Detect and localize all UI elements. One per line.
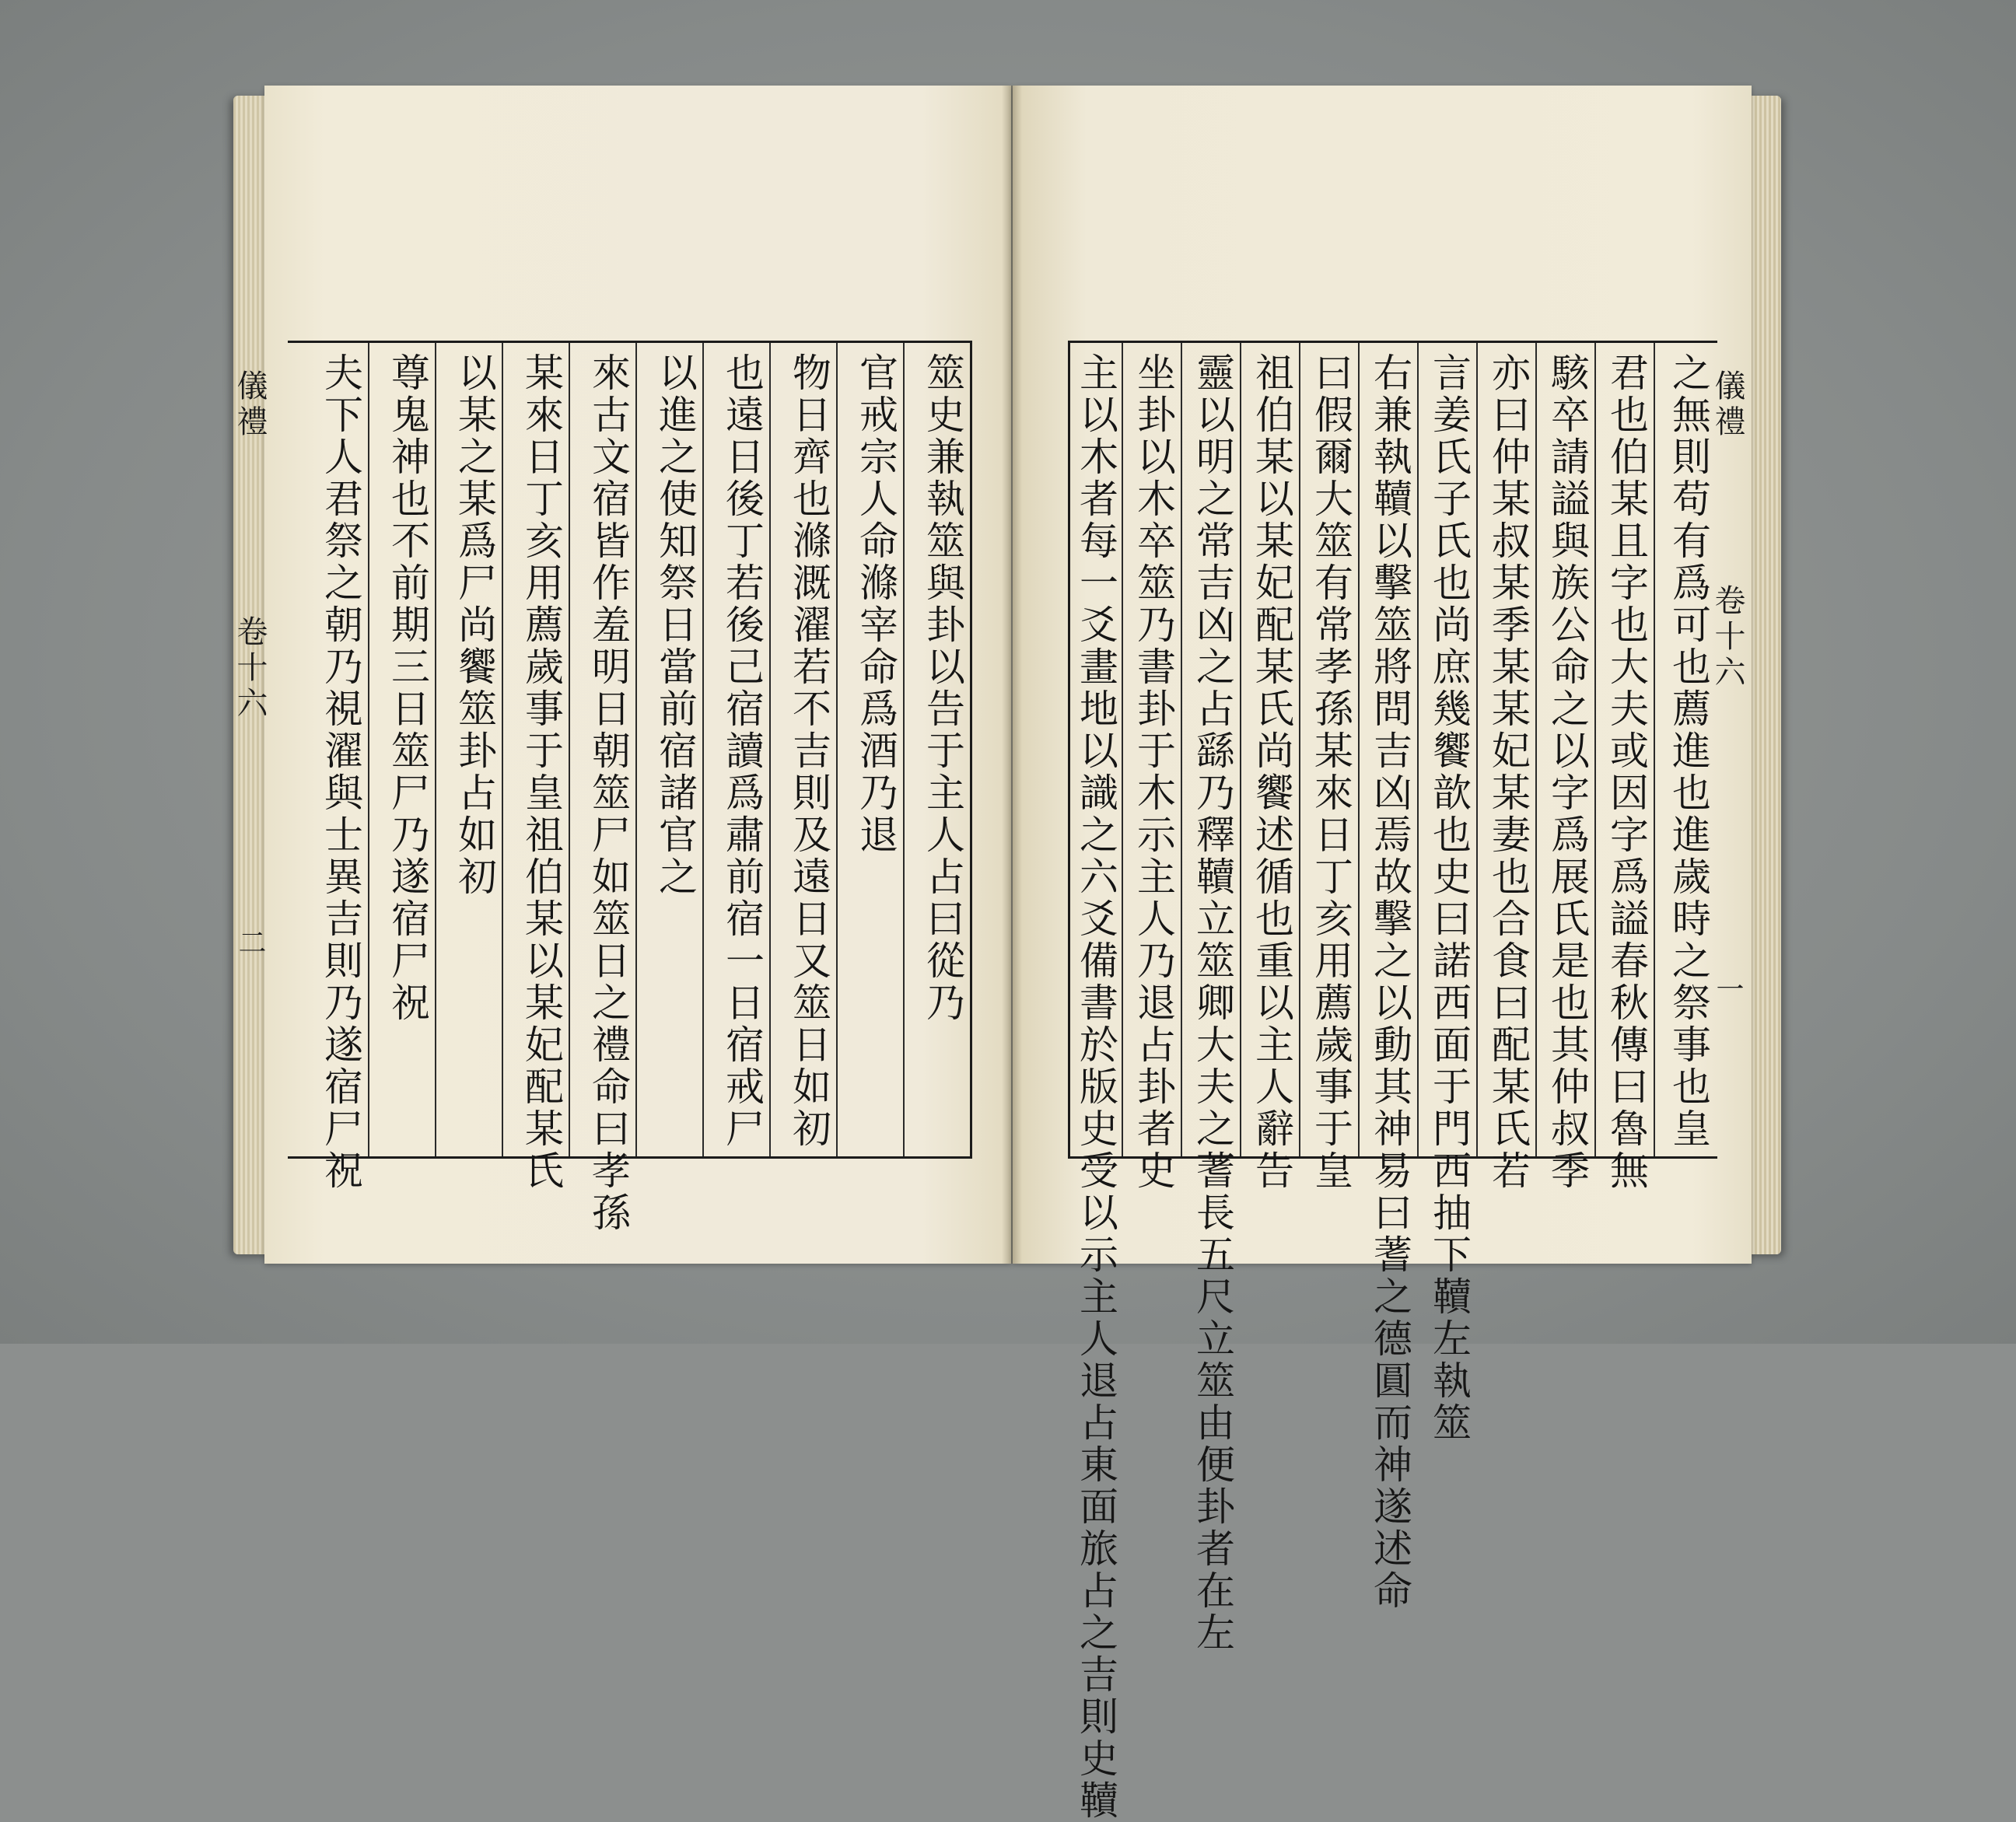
column-rule xyxy=(569,343,570,1156)
column-rule xyxy=(1299,343,1300,1156)
column-rule xyxy=(702,343,704,1156)
column-rule xyxy=(1417,343,1419,1156)
column-rule xyxy=(769,343,771,1156)
left-column-3: 物日齊也滌溉濯若不吉則及遠日又筮日如初 xyxy=(786,352,831,1150)
column-rule xyxy=(1358,343,1360,1156)
left-column-1: 筮史兼執筮與卦以告于主人占曰從乃 xyxy=(920,352,965,1024)
book-gutter xyxy=(1002,86,1022,1264)
left-margin-volume: 卷十六 xyxy=(232,615,268,722)
column-rule xyxy=(1654,343,1655,1156)
right-column-1: 之無則苟有爲可也薦進也進歲時之祭事也皇 xyxy=(1666,352,1711,1150)
left-column-6: 來古文宿皆作羞明日朝筮尸如筮日之禮命曰孝孫 xyxy=(586,352,631,1234)
left-margin-folio: 二 xyxy=(234,928,266,960)
right-column-4: 亦曰仲某叔某季某某妃某妻也合食曰配某氏若 xyxy=(1486,352,1531,1192)
left-column-10: 夫下人君祭之朝乃視濯與士異吉則乃遂宿尸祝 xyxy=(318,352,363,1192)
right-column-6: 右兼執韇以擊筮將問吉凶焉故擊之以動其神易曰蓍之德圓而神遂述命 xyxy=(1367,352,1412,1612)
left-column-9: 尊鬼神也不前期三日筮尸乃遂宿尸祝 xyxy=(385,352,430,1024)
column-rule xyxy=(1535,343,1537,1156)
right-column-3: 駭卒請謚與族公命之以字爲展氏是也其仲叔季 xyxy=(1545,352,1590,1192)
column-rule xyxy=(502,343,503,1156)
right-text-block xyxy=(1068,341,1717,1822)
right-column-7: 曰假爾大筮有常孝孫某來日丁亥用薦歲事于皇 xyxy=(1308,352,1353,1192)
left-column-7: 某來日丁亥用薦歲事于皇祖伯某以某妃配某氏 xyxy=(519,352,564,1192)
right-margin-title: 儀禮 xyxy=(1710,369,1745,441)
column-rule xyxy=(368,343,369,1156)
column-rule xyxy=(903,343,905,1156)
right-page-margin-label xyxy=(1710,369,1750,1093)
left-column-8: 以某之某爲尸尚饗筮卦占如初 xyxy=(452,352,497,898)
left-margin-title: 儀禮 xyxy=(232,369,268,441)
right-column-10: 坐卦以木卒筮乃書卦于木示主人乃退占卦者史 xyxy=(1131,352,1176,1192)
column-rule xyxy=(1240,343,1241,1156)
column-rule xyxy=(836,343,838,1156)
right-column-5: 言姜氏子氏也尚庶幾饗歆也史曰諾西面于門西抽下韇左執筮 xyxy=(1426,352,1472,1444)
column-rule xyxy=(1181,343,1182,1156)
right-margin-folio: 一 xyxy=(1712,974,1744,1007)
left-column-5: 以進之使知祭日當前宿諸官之 xyxy=(653,352,698,898)
open-book xyxy=(232,82,1781,1822)
column-rule xyxy=(635,343,637,1156)
left-text-block xyxy=(288,341,972,1234)
right-column-9: 靈以明之常吉凶之占繇乃釋韇立筮卿大夫之蓍長五尺立筮由便卦者在左 xyxy=(1190,352,1235,1654)
column-rule xyxy=(435,343,436,1156)
left-column-2: 官戒宗人命滌宰命爲酒乃退 xyxy=(853,352,898,856)
left-column-4: 也遠日後丁若後己宿讀爲肅前宿一日宿戒尸 xyxy=(719,352,765,1150)
right-column-11: 主以木者每一爻畫地以識之六爻備書於版史受以示主人退占東面旅占之吉則史韇 xyxy=(1073,352,1118,1822)
left-page-margin-label xyxy=(232,369,272,1093)
column-rule xyxy=(1476,343,1478,1156)
column-rule xyxy=(1122,343,1123,1156)
column-rule xyxy=(1594,343,1596,1156)
right-margin-volume: 卷十六 xyxy=(1710,584,1745,691)
right-column-8: 祖伯某以某妃配某氏尚饗述循也重以主人辭告 xyxy=(1249,352,1294,1192)
right-column-2: 君也伯某且字也大夫或因字爲謚春秋傳曰魯無 xyxy=(1604,352,1649,1192)
